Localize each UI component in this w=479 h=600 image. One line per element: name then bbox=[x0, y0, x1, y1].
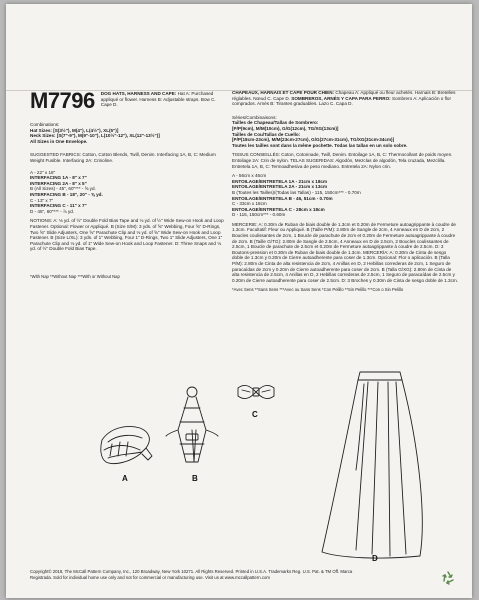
view-c-bow-drawing bbox=[238, 385, 274, 398]
fr-hat-sizes: Tailles de Chapeau/Tallas de Sombrero: bbox=[232, 120, 319, 126]
french-spanish-column bbox=[232, 90, 458, 293]
header bbox=[30, 90, 226, 112]
en-title: DOG HATS, HARNESS AND CAPE: bbox=[100, 91, 177, 96]
notions: NOTIONS: A: ⅛ yd. of ½" Double Fold Bias Tape and ⅛ yd. of ½" Wide Sew-on Hook and Loop Fastener. Optional: Flower or Appliqué. B (Size S/M): 3 yds. of ⅝" Webbing, Four ⅝" D-Rings, Two ⅝" Slide Adjusters, One ⅝" Parachute Clip and ⅛ yd. of ⅝" Wide Sew-on Hook and Loop Fastener. B (Size L/XL): 3 yds. of 1" Webbing, Four 1" D-Rings, Two 1" Slide Adjusters, One 1" Parachute Clip and ⅛ yd. of 1" Wide Sew-on Hook and Loop Fastener. D: Three Snaps and ⅛ yd. of ½" Double Fold Bias Tape. bbox=[30, 218, 224, 252]
view-drawings-svg bbox=[100, 370, 460, 570]
en-desc: Hat A: Purchased appliqué or flower. Harness B: Adjustable straps. Bow C. Cape D. bbox=[100, 91, 216, 108]
fr-desc: Chapeau A: Appliqué ou fleur achetés. Harnais B: Bretelles réglables. Nœud C. Cape D. bbox=[232, 90, 456, 101]
hat-sizes: Hat Sizes: [S(3½"), M(4"), L(4½"), XL(5")] bbox=[30, 127, 119, 133]
yardage-row: INTERFACING B - 18", 20" - ⅝ yd. bbox=[30, 191, 103, 197]
suggested-fabrics: SUGGESTED FABRICS: Cotton, Cotton Blends, Twill, Denim. Interfacing 1A, B, C: Medium Weight Fusible. Interfacing 2A: Crinoline. bbox=[30, 152, 216, 163]
fr-combinations bbox=[232, 115, 458, 149]
yardage-row: A - 22" x 18" bbox=[30, 169, 56, 175]
fr-yardage-row: ENTOILAGE/ENTRETELA B - 46, 51cm - 0.70m bbox=[232, 195, 333, 201]
fr-fabrics: TISSUS CONSEILLÉS: Coton, Cotonnade, Twill, Denim. Entoilage 1A, B, C: Thermocollant de poids moyen. Entoilage 2A: Crin de nylon. TELAS SUGERIDAS: Algodón, Mezclas de algodón, Tela cruzada, Mezclilla. Entretela 1A, B, C: Termoadhesiva de peso mediano. Entretela 2A: Nylon crin. bbox=[232, 152, 453, 169]
fr-description bbox=[232, 90, 458, 107]
view-d-cape-drawing bbox=[322, 372, 422, 558]
yardage-list bbox=[30, 170, 226, 215]
fr-yardage-row: D - 115, 150cm*** - 0.60m bbox=[232, 212, 286, 218]
fr-neck-values: [P/P(18cm-23cm), M/M(23cm-27cm), G/G(27cm-31cm), TG/XG(31cm-34cm)] bbox=[232, 137, 395, 143]
mercerie: MERCERIE: A: 0.30m de Ruban de biais double de 1.3cm et 0.20m de Fermeture autoagrippante à coudre de 1.3cm. Facultatif: Fleur ou Appliqué. B (Taille P/M): 2.80m de Sangle de 2cm, 4 Anneaux en D de 2cm, 2 Boucles coulissantes de 2cm, 1 Boucle de parachute de 2cm et 0.20m de Fermeture autoagrippante à coudre de 2cm. B (Taille G/TG): 2.80m de Sangle de 2.5cm, 4 Anneaux en D de 2.5cm, 2 Boucles coulissantes de 2.5cm, 1 Boucle de parachute de 2.5cm et 0.20m de Fermeture autoagrippante à coudre de 2.5cm. D: 3 Boutons-pression et 0.30m de Ruban de biais double de 1.3cm. MERCERÍA: A: 0.30m de Cinta de sesgo doble de 1.3cm y 0.20m de Cierre autoadherente para coser de 1.3cm. Opcional: Flor o aplicación. B (Talla P/M): 2.80m de Cinta de alta resistencia de 2cm, 4 Anillas en D, 2 Hebillas correderas de 2cm, 1 Seguro de paracaídas de 2cm y 0.20m de Cierre autoadherente para coser de 2cm. B (Talla G/XG): 2.80m de Cinta de alta resistencia de 2.5cm, 4 Anillas en D, 2 Hebillas correderas de 2.5cm, 1 Seguro de paracaídas de 2.5cm y 0.20m de Cierre autoadherente para coser de 2.5cm. D: 3 Broches y 0.30m de Cinta de sesgo doble de 1.3cm. bbox=[232, 221, 458, 283]
fr-yardage-row: ENTOILAGE/ENTRETELA 1A - 21cm x 18cm bbox=[232, 178, 328, 184]
fr-yardage-row: ENTOILAGE/ENTRETELA C - 28cm x 18cm bbox=[232, 206, 325, 212]
pattern-number: M7796 bbox=[30, 88, 95, 113]
view-b-harness-drawing bbox=[166, 387, 218, 462]
yardage-row: C - 13" x 7" bbox=[30, 197, 54, 203]
yardage-row: INTERFACING 2A - 8" x 5" bbox=[30, 180, 87, 186]
yardage-row: INTERFACING C - 11" x 7" bbox=[30, 203, 87, 209]
view-b-label: B bbox=[192, 474, 198, 483]
yardage-row: B (All Sizes) - 45", 60"*** - ⅝ yd. bbox=[30, 186, 96, 192]
fr-all-sizes: Toutes les tailles sont dans la même pochette. Todas las tallas en un solo sobre. bbox=[232, 142, 408, 148]
fr-yardage-row: A - 56cm x 46cm bbox=[232, 173, 267, 179]
copyright-footer bbox=[30, 569, 430, 580]
neck-sizes: Neck Sizes: [S(7"-9"), M(9"-10"), L(10½"-12"), XL(12"-13½")] bbox=[30, 133, 160, 139]
fr-nap-note: *Avec Sens **Sans Sens ***Avec ou Sans Sens *Con Pelillo **Sin Pelillo ***Con o Sin Pelillo bbox=[232, 287, 404, 293]
fr-hat-values: [P/P(9cm), M/M(10cm), G/G(12cm), TG/XG(13cm)] bbox=[232, 125, 339, 131]
english-column bbox=[30, 90, 226, 279]
fr-yardage-row: B (Toutes les Tailles)/(Todas las Tallas) - 115, 150cm*** - 0.70m bbox=[232, 189, 361, 195]
combinations-block bbox=[30, 122, 226, 144]
view-c-label: C bbox=[252, 410, 258, 419]
fr-series: Séries/Combinaisons: bbox=[232, 114, 277, 120]
fr-yardage-row: C - 33cm x 18cm bbox=[232, 201, 267, 207]
recycle-icon bbox=[440, 570, 456, 586]
technical-drawings bbox=[100, 370, 460, 570]
view-a-hat-drawing bbox=[101, 427, 152, 464]
envelope-flap bbox=[6, 4, 472, 91]
pattern-description bbox=[101, 90, 226, 108]
nap-note: *With Nap **Without Nap ***With or Without Nap bbox=[30, 273, 120, 279]
footer-line-2: Registrada. Sold for individual home use only and not for commercial or manufacturing use. Visit us at www.mccallpattern.com bbox=[30, 574, 270, 580]
fr-yardage-row: ENTOILAGE/ENTRETELA 2A - 21cm x 13cm bbox=[232, 184, 328, 190]
fr-title: CHAPEAUX, HARNAIS ET CAPE POUR CHIEN: bbox=[232, 90, 335, 95]
yardage-row: INTERFACING 1A - 8" x 7" bbox=[30, 175, 87, 181]
fr-yardage-list bbox=[232, 173, 458, 218]
yardage-row: D - 45", 60"*** - ⅞ yd. bbox=[30, 208, 75, 214]
es-desc: Sombrero A: Aplicación o flor comprados. Arnés B: Tirantes graduables. Lazo C. Capa D. bbox=[232, 95, 451, 107]
footer-line-1: Copyright© 2018, The McCall Pattern Company, Inc., 120 Broadway, New York 10271. All Rights Reserved. Printed in U.S.A. Trademarks Reg. U.S. Pat. & TM Off. Marca bbox=[30, 569, 353, 574]
view-a-label: A bbox=[122, 474, 128, 483]
all-sizes: All Sizes in One Envelope. bbox=[30, 138, 88, 144]
view-d-label: D bbox=[372, 554, 378, 563]
es-title: SOMBREROS, ARNÉS Y CAPA PARA PERRO: bbox=[291, 95, 391, 101]
fr-neck-sizes: Tailles de Cou/Tallas de Cuello: bbox=[232, 131, 301, 137]
combinations-label: Combinations: bbox=[30, 122, 60, 127]
